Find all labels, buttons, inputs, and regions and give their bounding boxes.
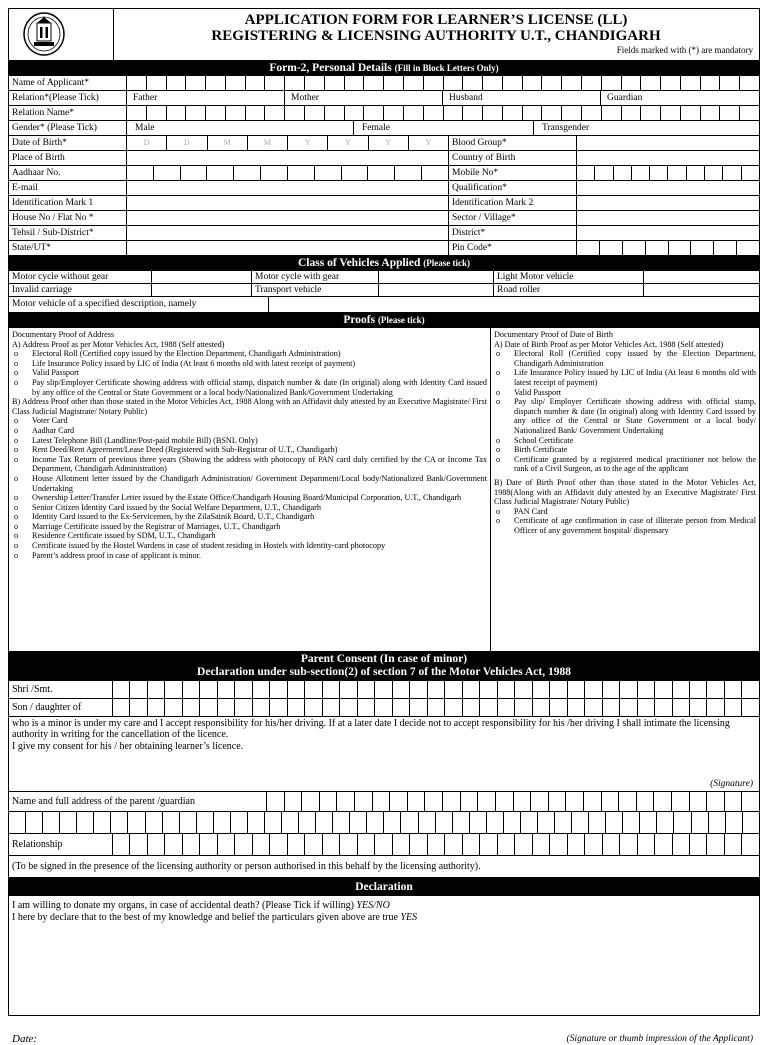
vehicle-mcwg-tick[interactable] [379,271,494,283]
son-of-label: Son / daughter of [9,699,113,716]
vehicle-specified[interactable]: Motor vehicle of a specified description, namely [9,297,269,312]
tehsil-field[interactable] [127,226,449,240]
form-header [9,9,759,61]
vehicle-row-3 [9,297,759,313]
mandatory-note: Fields marked with (*) are mandatory [616,45,753,55]
address-proof-b-list [12,416,487,560]
parent-signature-label[interactable]: (Signature) [710,779,753,789]
vehicle-transport[interactable]: Transport vehicle [252,284,379,296]
parent-address-boxes-2[interactable] [9,812,759,833]
blood-group-label: Blood Group* [449,136,577,150]
parent-address-row-2 [9,812,759,834]
list-item[interactable]: o Valid Passport [494,388,756,398]
pin-code-label: Pin Code* [449,241,577,255]
gender-male[interactable]: Male [127,121,354,135]
consent-text-block [9,717,759,792]
gender-female[interactable]: Female [354,121,534,135]
list-item[interactable]: o Ownership Letter/Transfer Letter issued by the Estate Office/Chandigarh Housing Board/Municipal Corporation, U.T., Chandigarh [12,493,487,503]
list-item[interactable]: o Pay slip/ Employer Certificate showing address with official stamp, dispatch number & date (In original) along with Identity Card issued by any office of the Central or State Government or a local body/ Nationalized Bank/ Government Undertaking [494,397,756,435]
dob-proof-column [491,328,759,651]
dob-proof-b: B) Date of Birth Proof other than those stated in the Motor Vehicles Act, 1988(Along with an Affidavit duly attested by an Executive Magistrate/ First Class Judicial Magistrate/ Notary Public) [494,477,756,507]
vehicle-invalid-carriage-tick[interactable] [152,284,252,296]
relation-mother[interactable]: Mother [285,91,443,105]
dob-label: Date of Birth* [9,136,127,150]
date-label[interactable]: Date: [12,1033,38,1045]
declaration-header: Declaration [9,878,759,896]
list-item[interactable]: o Pay slip/Employer Certificate showing address with official stamp, dispatch number & date (In original) along with Identity Card issued by any office of the Central or State Government or a local body/Nationalized Bank/Government Undertaking [12,378,487,397]
list-item[interactable]: o Rent Deed/Rent Agreement/Lease Deed (Registered with Sub-Registrar of U.T., Chandigarh) [12,445,487,455]
list-item[interactable]: o Birth Certificate [494,445,756,455]
state-field[interactable] [127,241,449,255]
relation-row [9,91,759,106]
proofs-section [9,328,759,652]
place-of-birth-field[interactable] [127,151,449,165]
dob-proof-heading: Documentary Proof of Date of Birth [494,330,613,339]
country-of-birth-label: Country of Birth [449,151,577,165]
personal-details-header: Form-2, Personal Details (Fill in Block Letters Only) [9,61,759,76]
list-item[interactable]: o Valid Passport [12,368,487,378]
mobile-label: Mobile No* [449,166,577,180]
email-row [9,181,759,196]
gender-label: Gender* (Please Tick) [9,121,127,135]
list-item[interactable]: o Life Insurance Policy issued by LIC of India (At least 6 months old with latest receipt of payment) [12,359,487,369]
list-item[interactable]: o Latest Telephone Bill (Landline/Post-paid mobile Bill) (BSNL Only) [12,436,487,446]
address-proof-column [9,328,491,651]
vehicle-lmv[interactable]: Light Motor vehicle [494,271,644,283]
list-item[interactable]: o Income Tax Return of previous three years (Showing the address with photocopy of PAN card duly certified by the CA or Income Tax Department, Chandigarh Administration) [12,455,487,474]
organ-donation-line [9,896,759,912]
shri-label: Shri /Smt. [9,681,113,698]
aadhaar-boxes[interactable] [127,166,449,180]
consent-text: who is a minor is under my care and I accept responsibility for his/her driving. If at a later date I decide not to accept responsibility for his /her driving I shall intimate the licensing authority in writing for the cancellation of the licence. [12,718,730,740]
district-field[interactable] [577,226,759,240]
vehicle-road-roller-tick[interactable] [644,284,759,296]
relation-name-boxes[interactable] [127,106,759,120]
shri-row [9,681,759,699]
dob-boxes[interactable]: D D M M Y Y Y Y [127,136,449,150]
applicant-name-label: Name of Applicant* [9,76,127,90]
list-item[interactable]: o Certificate of age confirmation in case of illiterate person from Medical Officer of any government hospital/ dispensary [494,516,756,535]
relationship-label: Relationship [9,834,113,855]
authority-title: REGISTERING & LICENSING AUTHORITY U.T., CHANDIGARH [211,28,661,44]
list-item[interactable]: o Residence Certificate issued by SDM, U.T., Chandigarh [12,531,487,541]
parent-consent-header [9,652,759,681]
vehicle-transport-tick[interactable] [379,284,494,296]
parent-address-boxes-1[interactable] [267,792,759,811]
declaration-section-title: Declaration under sub-section(2) of section 7 of the Motor Vehicles Act, 1988 [197,666,571,678]
list-item[interactable]: o Marriage Certificate issued by the Registrar of Marriages, U.T., Chandigarh [12,522,487,532]
gender-transgender[interactable]: Transgender [542,123,590,133]
qualification-field[interactable] [577,181,759,195]
dob-row [9,136,759,151]
list-item[interactable]: o School Certificate [494,436,756,446]
declaration-yes[interactable]: YES [400,912,418,923]
vehicle-specified-field[interactable] [269,297,759,312]
tehsil-label: Tehsil / Sub-District* [9,226,127,240]
son-of-boxes[interactable] [113,699,759,716]
pin-code-boxes[interactable] [577,241,759,255]
mobile-boxes[interactable] [577,166,759,180]
sector-label: Sector / Village* [449,211,577,225]
vehicle-mcwog[interactable]: Motor cycle without gear [9,271,152,283]
id-mark-2-label: Identification Mark 2 [449,196,577,210]
list-item[interactable]: o Aadhar Card [12,426,487,436]
relationship-boxes[interactable] [113,834,759,855]
address-proof-a: A) Address Proof as per Motor Vehicles Act, 1988 (Self attested) [12,339,225,349]
declaration-block [9,896,759,1045]
id-mark-1-label: Identification Mark 1 [9,196,127,210]
list-item[interactable]: o Life Insurance Policy issued by LIC of India (At least 6 months old with latest receipt of payment) [494,368,756,387]
parent-address-label: Name and full address of the parent /guardian [9,792,267,811]
declaration-text: I here by declare that to the best of my knowledge and belief the particulars given above are true [12,912,398,923]
address-proof-a-list [12,349,487,397]
list-item[interactable]: o Certificate granted by a registered medical practitioner not below the rank of a Civil Surgeon, as to the age of the applicant [494,455,756,474]
house-no-field[interactable] [127,211,449,225]
list-item[interactable]: o Electoral Roll (Certified copy issued by the Election Department, Chandigarh Administration) [12,349,487,359]
applicant-signature-label[interactable]: (Signature or thumb impression of the Applicant) [566,1034,753,1044]
shri-boxes[interactable] [113,681,759,698]
email-field[interactable] [127,181,449,195]
relation-guardian[interactable]: Guardian [607,93,643,103]
consent-note-row [9,856,759,878]
list-item[interactable]: o Identity Card issued to the Ex-Servicemen, by the ZilaSainik Board, U.T., Chandigarh [12,512,487,522]
identification-row [9,196,759,211]
applicant-name-boxes[interactable] [127,76,759,90]
address-proof-b: B) Address Proof other than those stated in the Motor Vehicles Act, 1988 Along with an Affidavit duly attested by an Executive Magistrate/ First Class Judicial Magistrate/ Notary Public) [12,397,487,416]
vehicle-mcwog-tick[interactable] [152,271,252,283]
list-item[interactable]: o Voter Card [12,416,487,426]
organ-donation-text: I am willing to donate my organs, in case of accidental death? (Please Tick if willing) [12,900,354,911]
list-item[interactable]: o Certificate issued by the Hostel Wardens in case of student residing in Hostels with Identity-card photocopy [12,541,487,551]
blood-group-field[interactable] [577,136,759,150]
consent-note: (To be signed in the presence of the licensing authority or person authorised in this behalf by the licensing authority). [12,861,481,872]
relationship-row [9,834,759,856]
vehicle-road-roller[interactable]: Road roller [494,284,644,296]
dob-proof-a: A) Date of Birth Proof as per Motor Vehicles Act, 1988 (Self attested) [494,339,724,349]
son-of-row [9,699,759,717]
aadhaar-row [9,166,759,181]
parent-address-row-1 [9,792,759,812]
state-emblem-icon [22,11,66,57]
sector-field[interactable] [577,211,759,225]
state-row [9,241,759,256]
qualification-label: Qualification* [449,181,577,195]
gender-row [9,121,759,136]
vehicle-row-1 [9,271,759,284]
learner-license-form [8,8,760,1045]
house-row [9,211,759,226]
list-item[interactable]: o Electoral Roll (Certified copy issued by the Election Department, Chandigarh Administration [494,349,756,368]
consent-text-2: I give my consent for his / her obtaining learner’s licence. [12,741,244,752]
list-item[interactable]: o PAN Card [494,507,756,517]
dob-proof-b-list [494,507,756,536]
relation-label: Relation*(Please Tick) [9,91,127,105]
id-mark-2-field[interactable] [577,196,759,210]
organ-donation-yes-no[interactable]: YES/NO [356,900,390,911]
vehicle-lmv-tick[interactable] [644,271,759,283]
list-item[interactable]: o House Allotment letter issued by the Chandigarh Administration/ Government Department/Local body/Nationalized Bank/Government Undertaking [12,474,487,493]
vehicle-mcwg[interactable]: Motor cycle with gear [252,271,379,283]
relation-name-label: Relation Name* [9,106,127,120]
relation-name-row[interactable] [9,106,759,121]
district-label: District* [449,226,577,240]
vehicle-invalid-carriage[interactable]: Invalid carriage [9,284,152,296]
id-mark-1-field[interactable] [127,196,449,210]
tehsil-row [9,226,759,241]
list-item[interactable]: o Senior Citizen Identity Card issued by the Social Welfare Department, U.T., Chandigarh [12,503,487,513]
relation-father[interactable]: Father [127,91,285,105]
form-title: APPLICATION FORM FOR LEARNER’S LICENSE (LL) [244,12,628,28]
proofs-header: Proofs (Please tick) [9,313,759,328]
dob-proof-a-list [494,349,756,474]
relation-husband[interactable]: Husband [443,91,601,105]
birthplace-row [9,151,759,166]
declaration-line [9,912,759,924]
aadhaar-label: Aadhaar No. [9,166,127,180]
email-label: E-mail [9,181,127,195]
state-label: State/UT* [9,241,127,255]
address-proof-heading: Documentary Proof of Address [12,330,115,339]
place-of-birth-label: Place of Birth [9,151,127,165]
vehicle-row-2 [9,284,759,297]
list-item[interactable]: o Parent’s address proof in case of applicant is minor. [12,551,487,561]
house-no-label: House No / Flat No * [9,211,127,225]
applicant-name-row[interactable] [9,76,759,91]
country-of-birth-field[interactable] [577,151,759,165]
parent-consent-title: Parent Consent (In case of minor) [300,653,468,665]
vehicle-class-header: Class of Vehicles Applied (Please tick) [9,256,759,271]
